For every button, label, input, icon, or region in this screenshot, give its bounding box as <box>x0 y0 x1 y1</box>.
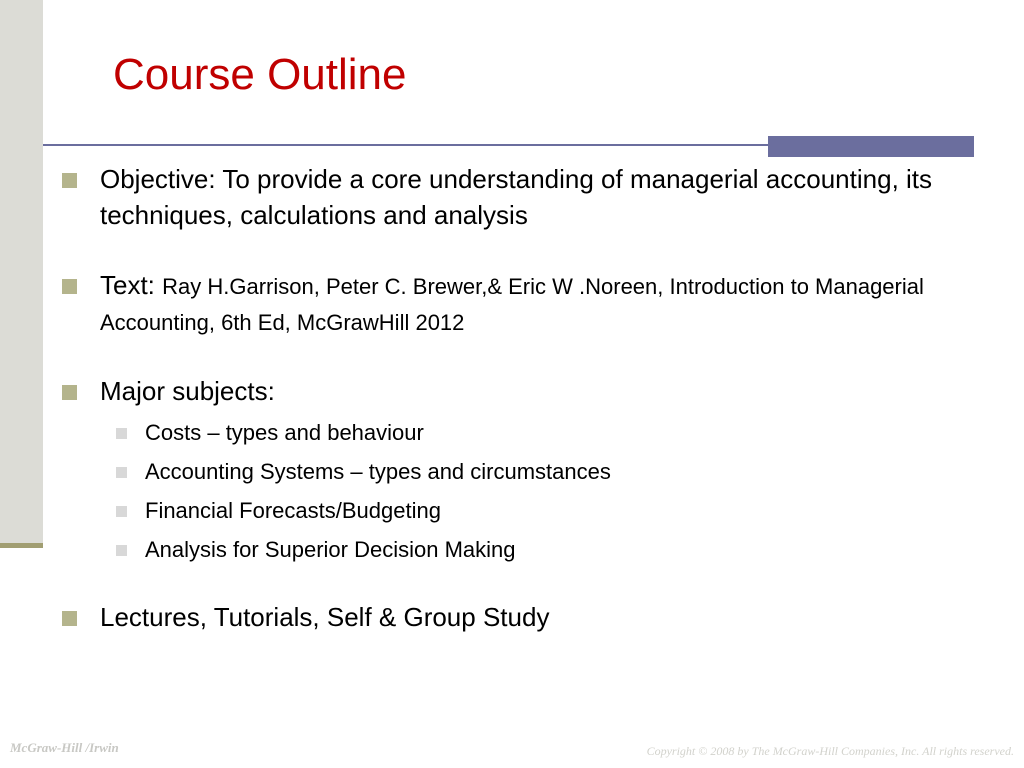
square-bullet-icon <box>62 173 77 188</box>
title-divider-block <box>768 136 974 157</box>
subject-text: Financial Forecasts/Budgeting <box>145 498 441 523</box>
subject-item <box>62 413 992 452</box>
subject-item <box>62 530 992 569</box>
lectures-text: Lectures, Tutorials, Self & Group Study <box>100 602 550 632</box>
square-sub-bullet-icon <box>116 428 127 439</box>
subject-item <box>62 491 992 530</box>
text-reference-body: Ray H.Garrison, Peter C. Brewer,& Eric W .Noreen, Introduction to Managerial Accounting, 6th Ed, McGrawHill 2012 <box>100 274 924 335</box>
square-bullet-icon <box>62 611 77 626</box>
slide-title: Course Outline <box>113 50 407 99</box>
bullet-text-reference <box>62 267 992 339</box>
left-bar-accent <box>0 543 43 548</box>
bullet-objective <box>62 161 992 233</box>
square-bullet-icon <box>62 385 77 400</box>
subject-text: Analysis for Superior Decision Making <box>145 537 516 562</box>
bullet-major-subjects <box>62 373 992 409</box>
text-label: Text: <box>100 270 163 300</box>
subject-item <box>62 452 992 491</box>
text-reference <box>100 267 992 339</box>
bullet-lectures <box>62 599 992 635</box>
subjects-list <box>62 413 992 569</box>
footer-copyright: Copyright © 2008 by The McGraw-Hill Companies, Inc. All rights reserved. <box>646 744 1014 758</box>
slide-content <box>62 161 992 635</box>
subject-text: Costs – types and behaviour <box>145 420 424 445</box>
square-sub-bullet-icon <box>116 467 127 478</box>
objective-text: Objective: To provide a core understanding of managerial accounting, its techniques, calculations and analysis <box>100 164 933 230</box>
major-subjects-heading: Major subjects: <box>100 376 275 406</box>
square-bullet-icon <box>62 279 77 294</box>
title-divider-line <box>43 144 768 146</box>
square-sub-bullet-icon <box>116 545 127 556</box>
left-decorative-bar <box>0 0 43 545</box>
square-sub-bullet-icon <box>116 506 127 517</box>
footer-publisher: McGraw-Hill /Irwin <box>10 740 119 755</box>
subject-text: Accounting Systems – types and circumstances <box>145 459 611 484</box>
